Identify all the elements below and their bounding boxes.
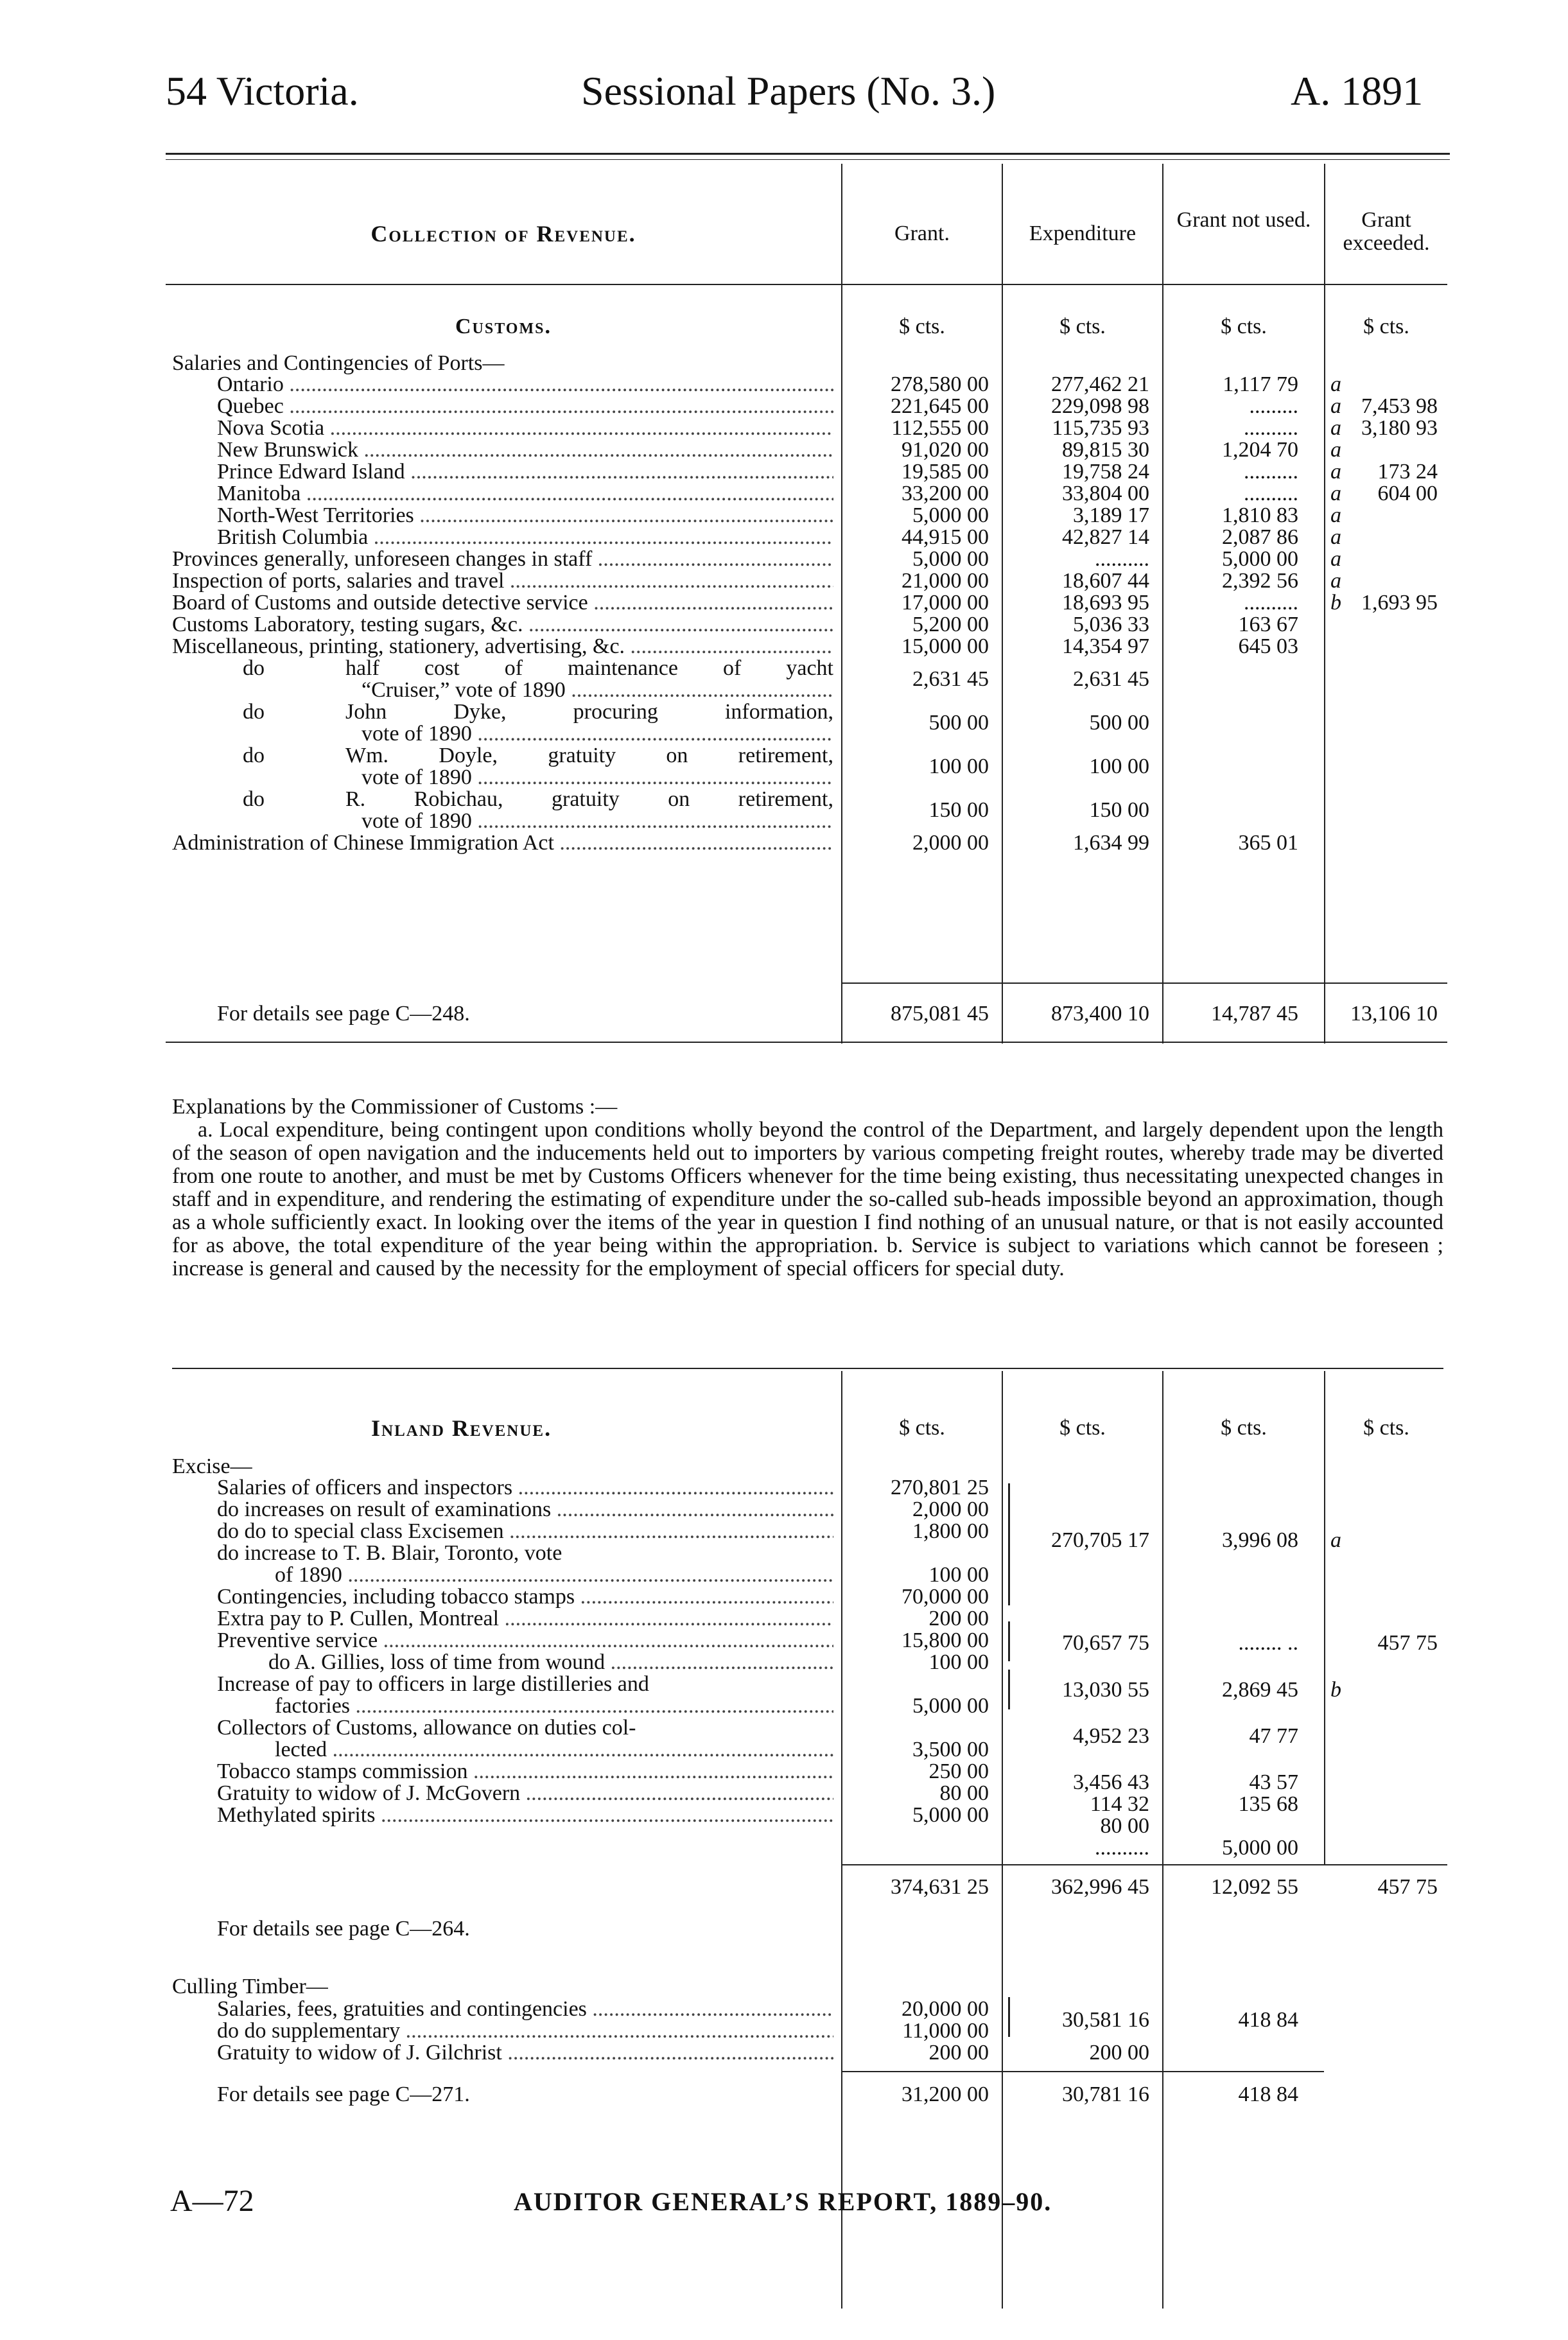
table-heading: Collection of Revenue. [370, 221, 636, 247]
culling-row-label: Gratuity to widow of J. Gilchrist ..... [217, 2041, 833, 2065]
row-grant: 1,800 00 [912, 1519, 989, 1543]
column-header-grant-exceeded: Grant exceeded. [1343, 208, 1430, 255]
group-expenditure: 70,657 75 [1062, 1631, 1149, 1655]
total-expenditure: 30,781 16 [1062, 2082, 1149, 2106]
row-expenditure: 100 00 [1089, 755, 1149, 778]
row-not-used: 43 57 [1249, 1770, 1298, 1794]
unit-label: $ cts. [899, 1416, 945, 1440]
total-expenditure: 873,400 10 [1051, 1002, 1149, 1026]
row-grant: 2,000 00 [912, 1497, 989, 1521]
row-exceeded: 7,453 98 [1361, 394, 1438, 418]
unit-label: $ cts. [1221, 315, 1267, 338]
row-label: Prince Edward Island ..... [217, 460, 833, 484]
row-not-used: 163 67 [1238, 613, 1298, 636]
row-label: do increase to T. B. Blair, Toronto, vote [217, 1541, 562, 1565]
group-not-used: ........ .. [1238, 1631, 1298, 1655]
row-grant: 5,000 00 [912, 547, 989, 571]
row-expenditure: 5,036 33 [1073, 613, 1149, 636]
row-expenditure: 115,735 93 [1052, 416, 1149, 440]
row-grant: 5,000 00 [912, 503, 989, 527]
row-do: do [243, 744, 265, 767]
row-label: Gratuity to widow of J. McGovern ..... [217, 1781, 833, 1806]
row-label: Increase of pay to officers in large distilleries and [217, 1672, 649, 1696]
column-divider [1324, 1371, 1325, 1865]
row-label: of 1890 ..... [275, 1563, 833, 1587]
row-label: Methylated spirits ..... [217, 1803, 833, 1828]
row-label: do A. Gillies, loss of time from wound ..... [268, 1650, 833, 1675]
total-exceeded: 457 75 [1377, 1875, 1438, 1899]
totals-rule [841, 1864, 1447, 1865]
row-expenditure: 89,815 30 [1062, 438, 1149, 462]
row-grant: 80 00 [939, 1781, 989, 1805]
unit-label: $ cts. [899, 315, 945, 338]
column-header-grant: Grant. [894, 222, 950, 245]
row-expenditure: 4,952 23 [1073, 1724, 1149, 1748]
header-center: Sessional Papers (No. 3.) [581, 68, 996, 114]
row-grant: 5,200 00 [912, 613, 989, 636]
footnote-mark: a [1330, 569, 1341, 593]
row-label: Provinces generally, unforeseen changes in staff ..... [172, 547, 833, 572]
total-grant: 31,200 00 [902, 2082, 989, 2106]
details-reference: For details see page C—248. [217, 1002, 470, 1026]
row-exceeded: 604 00 [1377, 482, 1438, 505]
row-expenditure: 1,634 99 [1073, 831, 1149, 855]
total-not-used: 418 84 [1238, 2082, 1298, 2106]
row-not-used: 5,000 00 [1222, 547, 1298, 571]
row-grant: 278,580 00 [891, 372, 989, 396]
row-label: Wm. Doyle, gratuity on retirement, [345, 744, 833, 767]
row-label: Miscellaneous, printing, stationery, advertising, &c. ..... [172, 634, 833, 659]
row-expenditure: 42,827 14 [1062, 525, 1149, 549]
excise-label: Excise— [172, 1454, 252, 1478]
row-label: Tobacco stamps commission ..... [217, 1759, 833, 1784]
row-label: New Brunswick ..... [217, 438, 833, 462]
row-expenditure: 80 00 [1100, 1814, 1149, 1838]
row-label: Administration of Chinese Immigration Act ..... [172, 831, 833, 855]
row-expenditure: 33,804 00 [1062, 482, 1149, 505]
row-grant: 33,200 00 [902, 482, 989, 505]
header-rule [166, 153, 1450, 155]
unit-label: $ cts. [1363, 315, 1409, 338]
row-do: do [243, 656, 265, 680]
culling-row-label: do do supplementary ..... [217, 2019, 833, 2043]
row-label: “Cruiser,” vote of 1890 ..... [362, 678, 833, 703]
footnote-mark: a [1330, 460, 1341, 484]
footnote-mark: a [1330, 438, 1341, 462]
footnote-mark: a [1330, 525, 1341, 549]
group-expenditure: 30,581 16 [1062, 2008, 1149, 2032]
row-label: do increases on result of examinations ..... [217, 1497, 833, 1522]
section-title: Customs. [455, 315, 552, 338]
row-not-used: 2,392 56 [1222, 569, 1298, 593]
unit-label: $ cts. [1221, 1416, 1267, 1440]
row-expenditure: 150 00 [1089, 798, 1149, 822]
row-not-used: .......... [1244, 591, 1298, 615]
row-expenditure: 114 32 [1090, 1792, 1149, 1816]
culling-row-grant: 20,000 00 [902, 1997, 989, 2021]
culling-row-grant: 200 00 [928, 2041, 989, 2065]
totals-rule [841, 2071, 1324, 2072]
row-not-used: 1,204 70 [1222, 438, 1298, 462]
row-not-used: ......... [1249, 394, 1298, 418]
row-not-used: .......... [1244, 416, 1298, 440]
row-not-used: 645 03 [1238, 634, 1298, 658]
culling-label: Culling Timber— [172, 1975, 328, 1998]
row-grant: 19,585 00 [902, 460, 989, 484]
row-expenditure: 3,456 43 [1073, 1770, 1149, 1794]
row-expenditure: 229,098 98 [1051, 394, 1149, 418]
row-expenditure: 19,758 24 [1062, 460, 1149, 484]
row-grant: 5,000 00 [912, 1694, 989, 1718]
total-grant: 374,631 25 [891, 1875, 989, 1899]
culling-row-label: Salaries, fees, gratuities and contingencies ..... [217, 1997, 833, 2021]
row-label: Customs Laboratory, testing sugars, &c. ..... [172, 613, 833, 637]
unit-label: $ cts. [1059, 315, 1106, 338]
group-expenditure: 270,705 17 [1051, 1528, 1149, 1552]
row-not-used: 5,000 00 [1222, 1836, 1298, 1860]
row-label: Nova Scotia ..... [217, 416, 833, 441]
footnote-mark: a [1330, 503, 1341, 527]
row-grant: 2,631 45 [912, 667, 989, 691]
total-expenditure: 362,996 45 [1051, 1875, 1149, 1899]
total-grant: 875,081 45 [891, 1002, 989, 1026]
header-underline [166, 284, 1447, 285]
row-grant: 100 00 [928, 1650, 989, 1674]
explanation-title: Explanations by the Commissioner of Customs :— [172, 1095, 618, 1119]
footnote-mark: a [1330, 1528, 1341, 1552]
row-not-used: 1,117 79 [1223, 372, 1298, 396]
totals-rule [841, 982, 1447, 984]
footer-title: AUDITOR GENERAL’S REPORT, 1889–90. [514, 2187, 1052, 2216]
row-label: vote of 1890 ..... [362, 765, 833, 790]
row-do: do [243, 700, 265, 724]
row-grant: 70,000 00 [902, 1585, 989, 1609]
total-not-used: 12,092 55 [1211, 1875, 1298, 1899]
row-grant: 150 00 [928, 798, 989, 822]
row-expenditure: 500 00 [1089, 711, 1149, 735]
row-expenditure: 3,189 17 [1073, 503, 1149, 527]
group-not-used: 3,996 08 [1222, 1528, 1298, 1552]
row-grant: 44,915 00 [902, 525, 989, 549]
explanation-body: a. Local expenditure, being contingent upon conditions wholly beyond the control of the Department, and largely dependent upon the length of the season of open navigation and the inducements held out to importers by various competing freight routes, whereby trade may be diverted from one route to another, and must be met by Customs Officers whenever for the time being existing, thus necessitating unexpected changes in staff and in expenditure, and rendering the estimating of expenditure under the so-called sub-heads impossible beyond an approximation, though as a whole sufficiently exact. In looking over the items of the year in question I find nothing of an unusual nature, or that is not easily accounted for as above, the total expenditure of the year being within the appropriation. b. Service is subject to variations which cannot be foreseen ; increase is general and caused by the necessity for the employment of special officers for special duty. [172, 1118, 1443, 1280]
row-label: Contingencies, including tobacco stamps ..... [217, 1585, 833, 1609]
header-rule-2 [166, 159, 1450, 160]
unit-label: $ cts. [1363, 1416, 1409, 1440]
row-label: Board of Customs and outside detective service ..... [172, 591, 833, 615]
row-label: lected ..... [275, 1738, 833, 1762]
row-label: Salaries of officers and inspectors ..... [217, 1476, 833, 1500]
row-label: Quebec ..... [217, 394, 833, 419]
table-bottom-rule [166, 1042, 1447, 1043]
row-grant: 250 00 [928, 1759, 989, 1783]
footnote-mark: a [1330, 394, 1341, 418]
row-expenditure: 200 00 [1089, 2041, 1149, 2065]
header-left: 54 Victoria. [166, 68, 359, 114]
customs-table [166, 164, 1447, 1043]
row-grant: 500 00 [928, 711, 989, 735]
row-expenditure: 277,462 21 [1051, 372, 1149, 396]
row-label: Ontario ..... [217, 372, 833, 397]
row-label: Collectors of Customs, allowance on duties col- [217, 1716, 636, 1740]
row-expenditure: 14,354 97 [1062, 634, 1149, 658]
row-exceeded: 173 24 [1377, 460, 1438, 484]
row-grant: 15,000 00 [902, 634, 989, 658]
row-label: Inspection of ports, salaries and travel ..... [172, 569, 833, 593]
row-grant: 3,500 00 [912, 1738, 989, 1761]
row-label: Preventive service ..... [217, 1628, 833, 1653]
row-grant: 270,801 25 [891, 1476, 989, 1499]
footnote-mark: a [1330, 372, 1341, 396]
footnote-mark: a [1330, 416, 1341, 440]
section-rule [172, 1368, 1443, 1369]
footnote-mark: a [1330, 547, 1341, 571]
row-grant: 221,645 00 [891, 394, 989, 418]
column-header-expenditure: Expenditure [1029, 222, 1137, 245]
row-grant: 100 00 [928, 755, 989, 778]
unit-label: $ cts. [1059, 1416, 1106, 1440]
total-exceeded: 13,106 10 [1350, 1002, 1438, 1026]
row-label: vote of 1890 ..... [362, 809, 833, 834]
row-label: British Columbia ..... [217, 525, 833, 550]
row-grant: 17,000 00 [902, 591, 989, 615]
group-exceeded: 457 75 [1377, 1631, 1438, 1655]
row-label: John Dyke, procuring information, [345, 700, 833, 724]
table-heading: Inland Revenue. [371, 1415, 552, 1441]
row-not-used: 2,087 86 [1222, 525, 1298, 549]
group-label: Salaries and Contingencies of Ports— [172, 351, 505, 375]
row-exceeded: 3,180 93 [1361, 416, 1438, 440]
culling-row-grant: 11,000 00 [902, 2019, 989, 2043]
row-expenditure: 18,693 95 [1062, 591, 1149, 615]
row-label: Manitoba ..... [217, 482, 833, 506]
row-grant: 5,000 00 [912, 1803, 989, 1827]
row-grant: 91,020 00 [902, 438, 989, 462]
group-not-used: 418 84 [1238, 2008, 1298, 2032]
row-label: North-West Territories ..... [217, 503, 833, 528]
footnote-mark: b [1330, 591, 1341, 615]
row-not-used: 135 68 [1238, 1792, 1298, 1816]
footnote-mark: b [1330, 1678, 1341, 1702]
total-not-used: 14,787 45 [1211, 1002, 1298, 1026]
footer-page-number: A—72 [170, 2184, 254, 2218]
row-grant: 100 00 [928, 1563, 989, 1587]
row-not-used: 365 01 [1238, 831, 1298, 855]
row-not-used: 1,810 83 [1222, 503, 1298, 527]
row-label: R. Robichau, gratuity on retirement, [345, 787, 833, 811]
row-grant: 2,000 00 [912, 831, 989, 855]
row-label: do do to special class Excisemen ..... [217, 1519, 833, 1544]
row-label: factories ..... [275, 1694, 833, 1718]
details-reference: For details see page C—264. [217, 1917, 470, 1941]
details-reference: For details see page C—271. [217, 2082, 470, 2106]
group-not-used: 2,869 45 [1222, 1678, 1298, 1702]
header-right: A. 1891 [1291, 68, 1424, 114]
column-header-grant-not-used: Grant not used. [1176, 208, 1311, 232]
inland-revenue-table [166, 1371, 1447, 2309]
row-exceeded: 1,693 95 [1361, 591, 1438, 615]
row-expenditure: .......... [1095, 547, 1149, 571]
row-not-used: .......... [1244, 460, 1298, 484]
row-expenditure: .......... [1095, 1836, 1149, 1860]
row-grant: 112,555 00 [891, 416, 989, 440]
row-label: half cost of maintenance of yacht [345, 656, 833, 680]
row-not-used: .......... [1244, 482, 1298, 505]
row-label: Extra pay to P. Cullen, Montreal ..... [217, 1607, 833, 1631]
row-grant: 21,000 00 [902, 569, 989, 593]
footnote-mark: a [1330, 482, 1341, 505]
row-not-used: 47 77 [1249, 1724, 1298, 1748]
row-grant: 15,800 00 [902, 1628, 989, 1652]
group-expenditure: 13,030 55 [1062, 1678, 1149, 1702]
row-do: do [243, 787, 265, 811]
row-grant: 200 00 [928, 1607, 989, 1630]
row-expenditure: 2,631 45 [1073, 667, 1149, 691]
row-label: vote of 1890 ..... [362, 722, 833, 746]
row-expenditure: 18,607 44 [1062, 569, 1149, 593]
